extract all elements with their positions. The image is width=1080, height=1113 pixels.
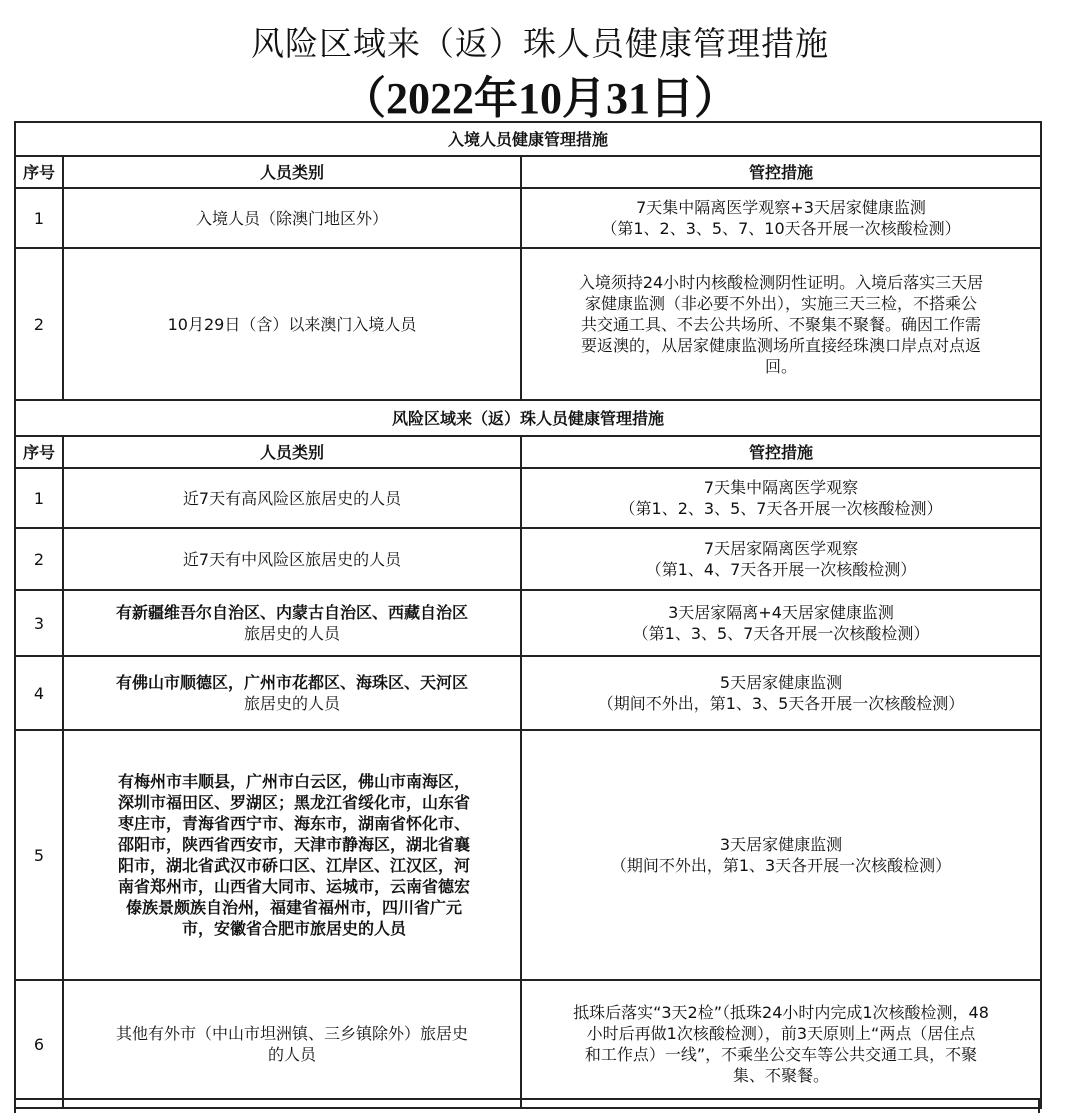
row-measure bbox=[521, 730, 1041, 980]
row-index: 1 bbox=[15, 188, 63, 248]
row-category bbox=[63, 590, 521, 656]
category-line: 枣庄市，青海省西宁市、海东市，湖南省怀化市、 bbox=[117, 814, 470, 833]
column-header-category: 人员类别 bbox=[63, 156, 521, 188]
measure-line: 共交通工具、不去公共场所、不聚集不聚餐。确因工作需 bbox=[581, 314, 982, 334]
row-measure bbox=[521, 980, 1041, 1108]
row-category bbox=[63, 730, 521, 980]
category-line: 旅居史的人员 bbox=[243, 694, 340, 713]
category-line: 有佛山市顺德区，广州市花都区、海珠区、天河区 bbox=[115, 673, 468, 692]
page-title: 风险区域来（返）珠人员健康管理措施 bbox=[251, 24, 829, 63]
measure-line: （第1、4、7天各开展一次核酸检测） bbox=[645, 560, 917, 579]
measure-line: 抵珠后落实“3天2检”（抵珠24小时内完成1次核酸检测，48 bbox=[573, 1003, 989, 1022]
row-category bbox=[63, 528, 521, 590]
measure-line: 小时后再做1次核酸检测），前3天原则上“两点（居住点 bbox=[586, 1024, 976, 1043]
category-line: 深圳市福田区、罗湖区；黑龙江省绥化市，山东省 bbox=[117, 793, 470, 812]
row-measure bbox=[521, 528, 1041, 590]
category-line: 南省郑州市，山西省大同市、运城市，云南省德宏 bbox=[117, 877, 470, 896]
measure-line: 7天居家隔离医学观察 bbox=[703, 539, 859, 558]
measure-line: 集、不聚餐。 bbox=[733, 1066, 830, 1085]
row-index: 4 bbox=[15, 656, 63, 730]
column-header-index: 序号 bbox=[15, 156, 63, 188]
measure-line: 7天集中隔离医学观察 bbox=[703, 478, 859, 497]
row-measure bbox=[521, 590, 1041, 656]
measure-line: 要返澳的，从居家健康监测场所直接经珠澳口岸点对点返 bbox=[581, 335, 982, 355]
row-index: 5 bbox=[15, 730, 63, 980]
category-line: 有新疆维吾尔自治区、内蒙古自治区、西藏自治区 bbox=[115, 603, 468, 622]
column-header-measure: 管控措施 bbox=[521, 436, 1041, 468]
measures-table bbox=[14, 121, 1042, 1109]
table-row bbox=[15, 468, 1041, 528]
row-category bbox=[63, 656, 521, 730]
measure-line: 3天居家健康监测 bbox=[719, 835, 843, 854]
table-row bbox=[15, 730, 1041, 980]
row-index: 1 bbox=[15, 468, 63, 528]
section-heading-entry: 入境人员健康管理措施 bbox=[15, 122, 1041, 156]
column-header-index: 序号 bbox=[15, 436, 63, 468]
row-index: 6 bbox=[15, 980, 63, 1108]
measure-line: 5天居家健康监测 bbox=[719, 673, 843, 692]
category-line: 阳市，湖北省武汉市硚口区、江岸区、江汉区，河 bbox=[117, 856, 470, 875]
table-row bbox=[15, 980, 1041, 1108]
row-measure bbox=[521, 248, 1041, 400]
column-header-measure: 管控措施 bbox=[521, 156, 1041, 188]
measure-line: （期间不外出，第1、3、5天各开展一次核酸检测） bbox=[597, 694, 965, 713]
row-index: 3 bbox=[15, 590, 63, 656]
category-line: 邵阳市，陕西省西安市，天津市静海区，湖北省襄 bbox=[117, 835, 470, 854]
row-category bbox=[63, 468, 521, 528]
measure-line: 7天集中隔离医学观察+3天居家健康监测 bbox=[636, 198, 926, 217]
measure-line: 回。 bbox=[765, 356, 798, 376]
section-heading-risk-area: 风险区域来（返）珠人员健康管理措施 bbox=[15, 400, 1041, 436]
row-index: 2 bbox=[15, 248, 63, 400]
table-row bbox=[15, 590, 1041, 656]
table-row bbox=[15, 248, 1041, 400]
category-line: 的人员 bbox=[267, 1045, 316, 1064]
category-line: 近7天有中风险区旅居史的人员 bbox=[182, 549, 402, 569]
category-line: 傣族景颇族自治州，福建省福州市，四川省广元 bbox=[125, 898, 462, 917]
row-measure bbox=[521, 656, 1041, 730]
measure-line: （第1、2、3、5、7、10天各开展一次核酸检测） bbox=[601, 219, 961, 238]
table-row bbox=[15, 528, 1041, 590]
category-line: 其他有外市（中山市坦洲镇、三乡镇除外）旅居史 bbox=[115, 1024, 468, 1043]
category-line: 市，安徽省合肥市旅居史的人员 bbox=[181, 919, 406, 938]
measure-line: （第1、2、3、5、7天各开展一次核酸检测） bbox=[619, 499, 943, 518]
category-line: 近7天有高风险区旅居史的人员 bbox=[182, 488, 402, 508]
row-measure bbox=[521, 468, 1041, 528]
row-category bbox=[63, 980, 521, 1108]
row-index: 2 bbox=[15, 528, 63, 590]
category-line: 旅居史的人员 bbox=[243, 624, 340, 643]
column-header-category: 人员类别 bbox=[63, 436, 521, 468]
row-category: 入境人员（除澳门地区外） bbox=[63, 188, 521, 248]
measure-line: 入境须持24小时内核酸检测阴性证明。入境后落实三天居 bbox=[578, 272, 984, 292]
table-row bbox=[15, 656, 1041, 730]
measure-line: 3天居家隔离+4天居家健康监测 bbox=[668, 603, 894, 622]
measure-line: 家健康监测（非必要不外出），实施三天三检，不搭乘公 bbox=[585, 293, 978, 313]
category-line: 有梅州市丰顺县，广州市白云区，佛山市南海区， bbox=[117, 772, 470, 791]
table-continuation bbox=[14, 1098, 1040, 1113]
measure-line: （第1、3、5、7天各开展一次核酸检测） bbox=[632, 624, 930, 643]
measure-line: （期间不外出，第1、3天各开展一次核酸检测） bbox=[610, 856, 952, 875]
page-date: （2022年10月31日） bbox=[342, 74, 738, 123]
measure-line: 和工作点）一线”，不乘坐公交车等公共交通工具，不聚 bbox=[584, 1045, 978, 1064]
row-measure bbox=[521, 188, 1041, 248]
table-row bbox=[15, 188, 1041, 248]
row-category: 10月29日（含）以来澳门入境人员 bbox=[63, 248, 521, 400]
